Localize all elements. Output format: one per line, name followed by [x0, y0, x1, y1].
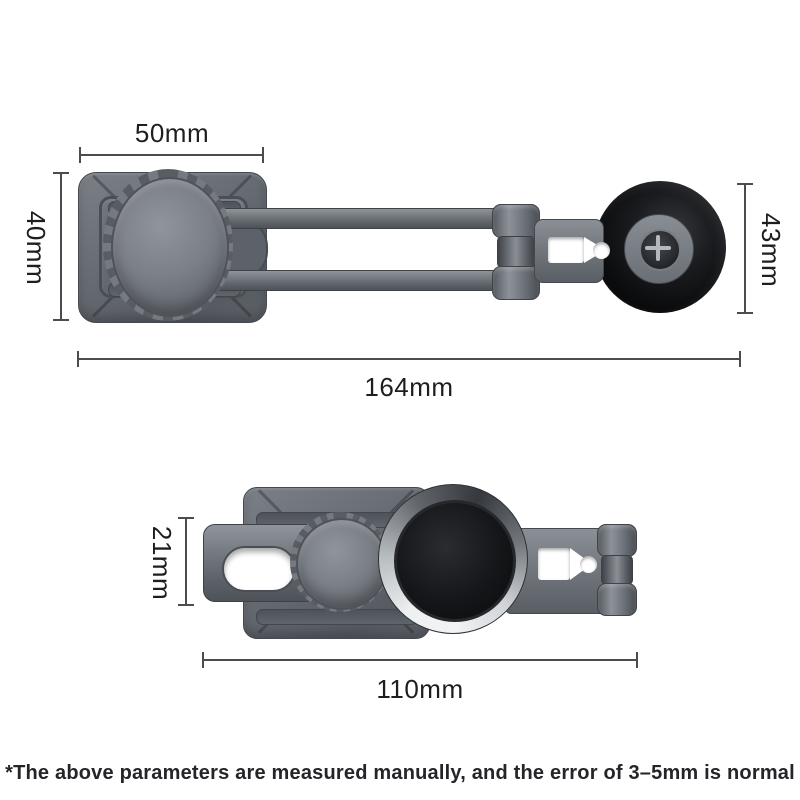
dimension-line	[185, 518, 187, 606]
folded-keyhole-hole	[580, 556, 597, 573]
dimension-tick	[53, 319, 69, 321]
dimension-tick	[636, 652, 638, 668]
dim-label-base-width: 50mm	[134, 118, 210, 148]
hinge-cylinder-top	[492, 204, 540, 238]
folded-ratchet-knob	[296, 518, 388, 610]
dim-label-head-height: 43mm	[756, 212, 786, 288]
dimension-tick	[737, 183, 753, 185]
dimension-tick	[202, 652, 204, 668]
hinge-cylinder-bottom	[492, 266, 540, 300]
hinge-cylinder-top	[597, 524, 637, 557]
dimension-tick	[79, 147, 81, 163]
dimension-tick	[178, 517, 194, 519]
dimension-line	[60, 173, 62, 321]
phillips-screw-icon	[656, 235, 660, 261]
dim-label-folded-thickness: 21mm	[147, 525, 177, 601]
dimension-line	[80, 154, 264, 156]
dim-label-base-height: 40mm	[21, 210, 51, 286]
hinge-cylinder-middle	[497, 236, 535, 268]
keyhole-hole	[593, 242, 610, 259]
dimension-tick	[737, 312, 753, 314]
folded-arm-slot	[222, 546, 296, 592]
lower-arm	[214, 270, 508, 291]
screw-boss	[639, 229, 681, 271]
ratchet-knob	[111, 177, 229, 317]
dim-label-folded-length: 110mm	[376, 674, 464, 704]
folded-keyhole-slot	[538, 548, 570, 580]
dimension-tick	[77, 351, 79, 367]
magnetic-ring-center	[394, 500, 516, 622]
measurement-disclaimer: *The above parameters are measured manually, and the error of 3–5mm is normal	[5, 762, 795, 784]
dimension-line	[744, 184, 746, 314]
dimension-tick	[53, 172, 69, 174]
hinge-cylinder-middle	[601, 555, 633, 585]
dimension-tick	[178, 604, 194, 606]
dimension-line	[203, 659, 637, 661]
keyhole-slot	[548, 237, 584, 263]
upper-arm	[214, 208, 508, 229]
hinge-cylinder-bottom	[597, 583, 637, 616]
dimension-tick	[262, 147, 264, 163]
dim-label-overall-length: 164mm	[364, 372, 454, 402]
dimension-line	[78, 358, 740, 360]
dimension-tick	[739, 351, 741, 367]
